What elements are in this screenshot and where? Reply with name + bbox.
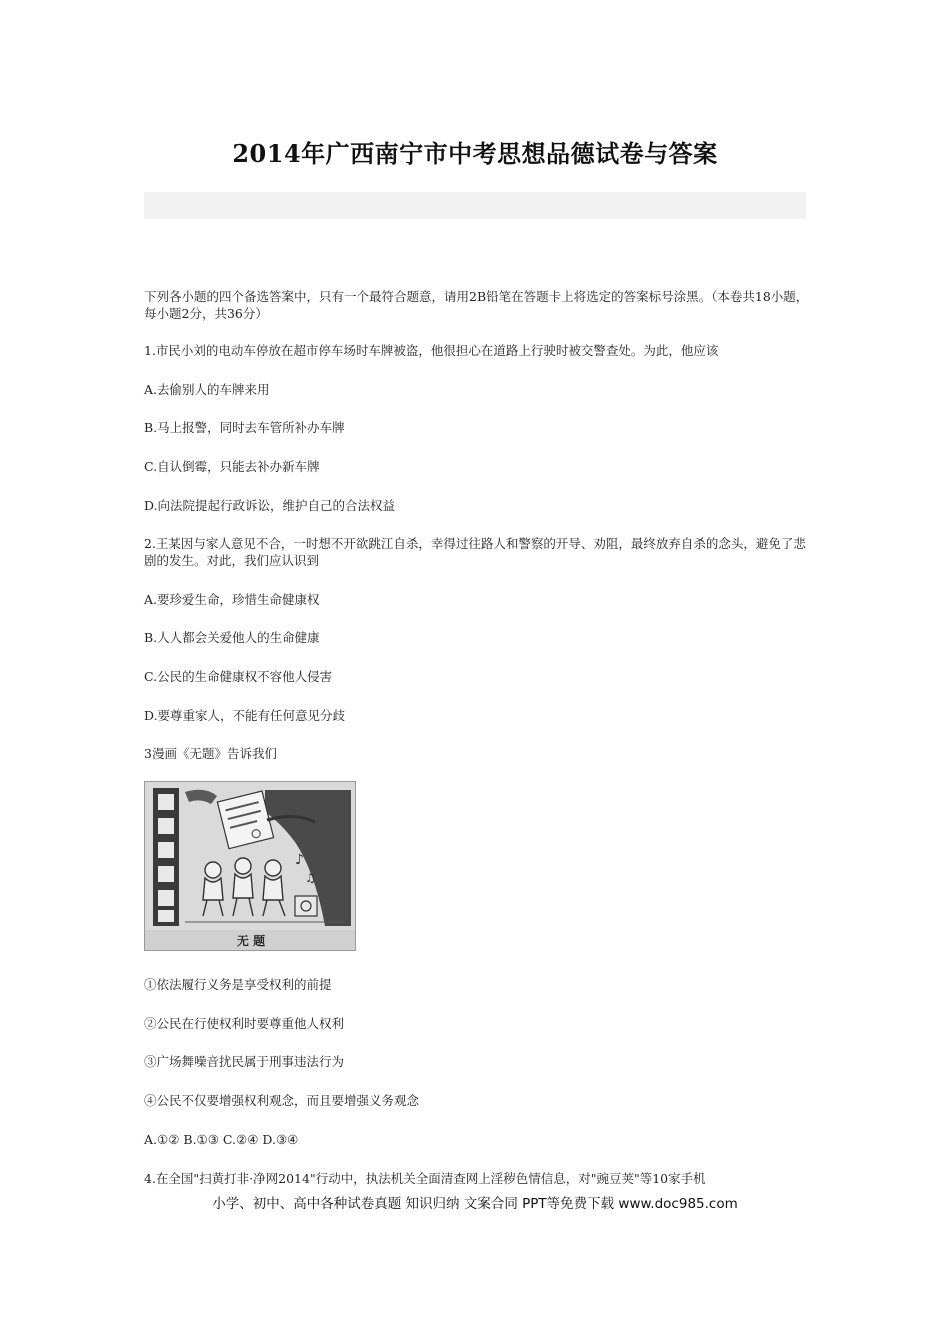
q2-option-c: C.公民的生命健康权不容他人侵害 [144,669,333,684]
cartoon-image [144,781,356,951]
q2-option-b: B.人人都会关爱他人的生命健康 [144,630,320,645]
q1-stem: 1.市民小刘的电动车停放在超市停车场时车牌被盗，他很担心在道路上行驶时被交警查处。为此，他应该 [144,343,719,358]
q1-option-d: D.向法院提起行政诉讼，维护自己的合法权益 [144,498,396,513]
footer-text: 小学、初中、高中各种试卷真题 知识归纳 文案合同 PPT等免费下载 www.doc985.com [212,1196,738,1212]
q1-option-b: B.马上报警，同时去车管所补办车牌 [144,420,345,435]
header-bar [144,192,806,219]
q2-stem: 2.王某因与家人意见不合，一时想不开欲跳江自杀，幸得过往路人和警察的开导、劝阻，最终放弃自杀的念头，避免了悲剧的发生。对此，我们应认识到 [144,536,806,568]
svg-text:♫: ♫ [305,871,316,885]
page-title: 2014年广西南宁市中考思想品德试卷与答案 [232,139,718,168]
instructions: 下列各小题的四个备选答案中，只有一个最符合题意，请用2B铅笔在答题卡上将选定的答案标号涂黑。（本卷共18小题，每小题2分，共36分） [144,289,809,321]
q2-option-d: D.要尊重家人，不能有任何意见分歧 [144,708,346,723]
cartoon-caption: 无 题 [236,934,266,948]
svg-text:♪: ♪ [295,852,304,868]
q3-statement-4: ④公民不仅要增强权利观念，而且要增强义务观念 [144,1093,420,1108]
q1-option-a: A.去偷别人的车牌来用 [144,382,270,397]
q2-option-a: A.要珍爱生命，珍惜生命健康权 [144,592,320,607]
q1-option-c: C.自认倒霉，只能去补办新车牌 [144,459,320,474]
q3-statement-2: ②公民在行使权利时要尊重他人权利 [144,1016,345,1031]
q3-stem: 3漫画《无题》告诉我们 [144,746,277,761]
q3-statement-1: ①依法履行义务是享受权利的前提 [144,977,332,992]
q3-options: A.①② B.①③ C.②④ D.③④ [144,1132,299,1147]
q4-stem: 4.在全国"扫黄打非·净网2014"行动中，执法机关全面清查网上淫秽色情信息，对"豌豆荚"等10家手机 [144,1171,706,1186]
q3-statement-3: ③广场舞噪音扰民属于刑事违法行为 [144,1054,345,1069]
